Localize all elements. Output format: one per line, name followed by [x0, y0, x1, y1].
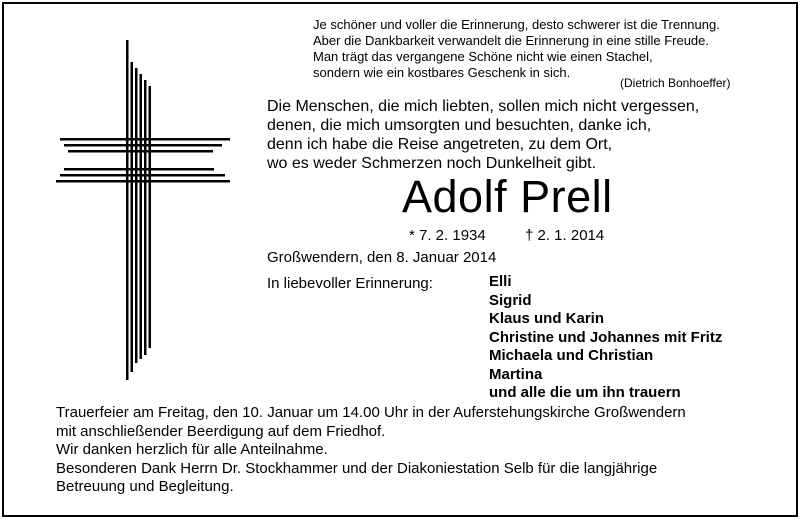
funeral-line: mit anschließender Beerdigung auf dem Friedhof. — [56, 422, 386, 440]
memory-label: In liebevoller Erinnerung: — [267, 275, 433, 292]
funeral-details — [56, 404, 686, 497]
quote-author: (Dietrich Bonhoeffer) — [620, 76, 731, 90]
place-date: Großwendern, den 8. Januar 2014 — [267, 249, 497, 266]
mourner-name: Martina — [489, 365, 543, 383]
poem-line: wo es weder Schmerzen noch Dunkelheit gibt. — [267, 155, 597, 172]
quote-line: Aber die Dankbarkeit verwandelt die Erinnerung in eine stille Freude. — [313, 33, 709, 48]
quote-line: sondern wie ein kostbares Geschenk in sich. — [313, 65, 571, 80]
quote-line: Man trägt das vergangene Schöne nicht wie einen Stachel, — [313, 49, 653, 64]
birth-date: * 7. 2. 1934 — [409, 227, 486, 244]
funeral-line: Trauerfeier am Freitag, den 10. Januar um 14.00 Uhr in der Auferstehungskirche Großwendern — [56, 404, 686, 421]
quote-line: Je schöner und voller die Erinnerung, desto schwerer ist die Trennung. — [313, 17, 720, 32]
special-thanks-line: Besonderen Dank Herrn Dr. Stockhammer und der Diakoniestation Selb für die langjährige — [56, 459, 658, 477]
mourner-name: Sigrid — [489, 291, 532, 309]
poem-line: denn ich habe die Reise angetreten, zu dem Ort, — [267, 136, 613, 153]
bonhoeffer-quote — [313, 17, 773, 81]
thanks-line: Wir danken herzlich für alle Anteilnahme. — [56, 441, 328, 458]
mourner-name: Klaus und Karin — [489, 310, 605, 327]
mourner-name: Elli — [489, 273, 512, 290]
special-thanks-line: Betreuung und Begleitung. — [56, 478, 234, 495]
mourner-name: Michaela und Christian — [489, 347, 654, 364]
poem-line: denen, die mich umsorgten und besuchten, danke ich, — [267, 117, 652, 134]
poem — [267, 97, 699, 173]
mourner-name: Christine und Johannes mit Fritz — [489, 328, 723, 346]
deceased-name: Adolf Prell — [402, 171, 613, 222]
death-date: † 2. 1. 2014 — [525, 227, 605, 244]
cross-icon — [50, 40, 230, 380]
mourners-list — [489, 273, 722, 403]
mourner-name: und alle die um ihn trauern — [489, 384, 681, 401]
poem-line: Die Menschen, die mich liebten, sollen mich nicht vergessen, — [267, 98, 700, 115]
